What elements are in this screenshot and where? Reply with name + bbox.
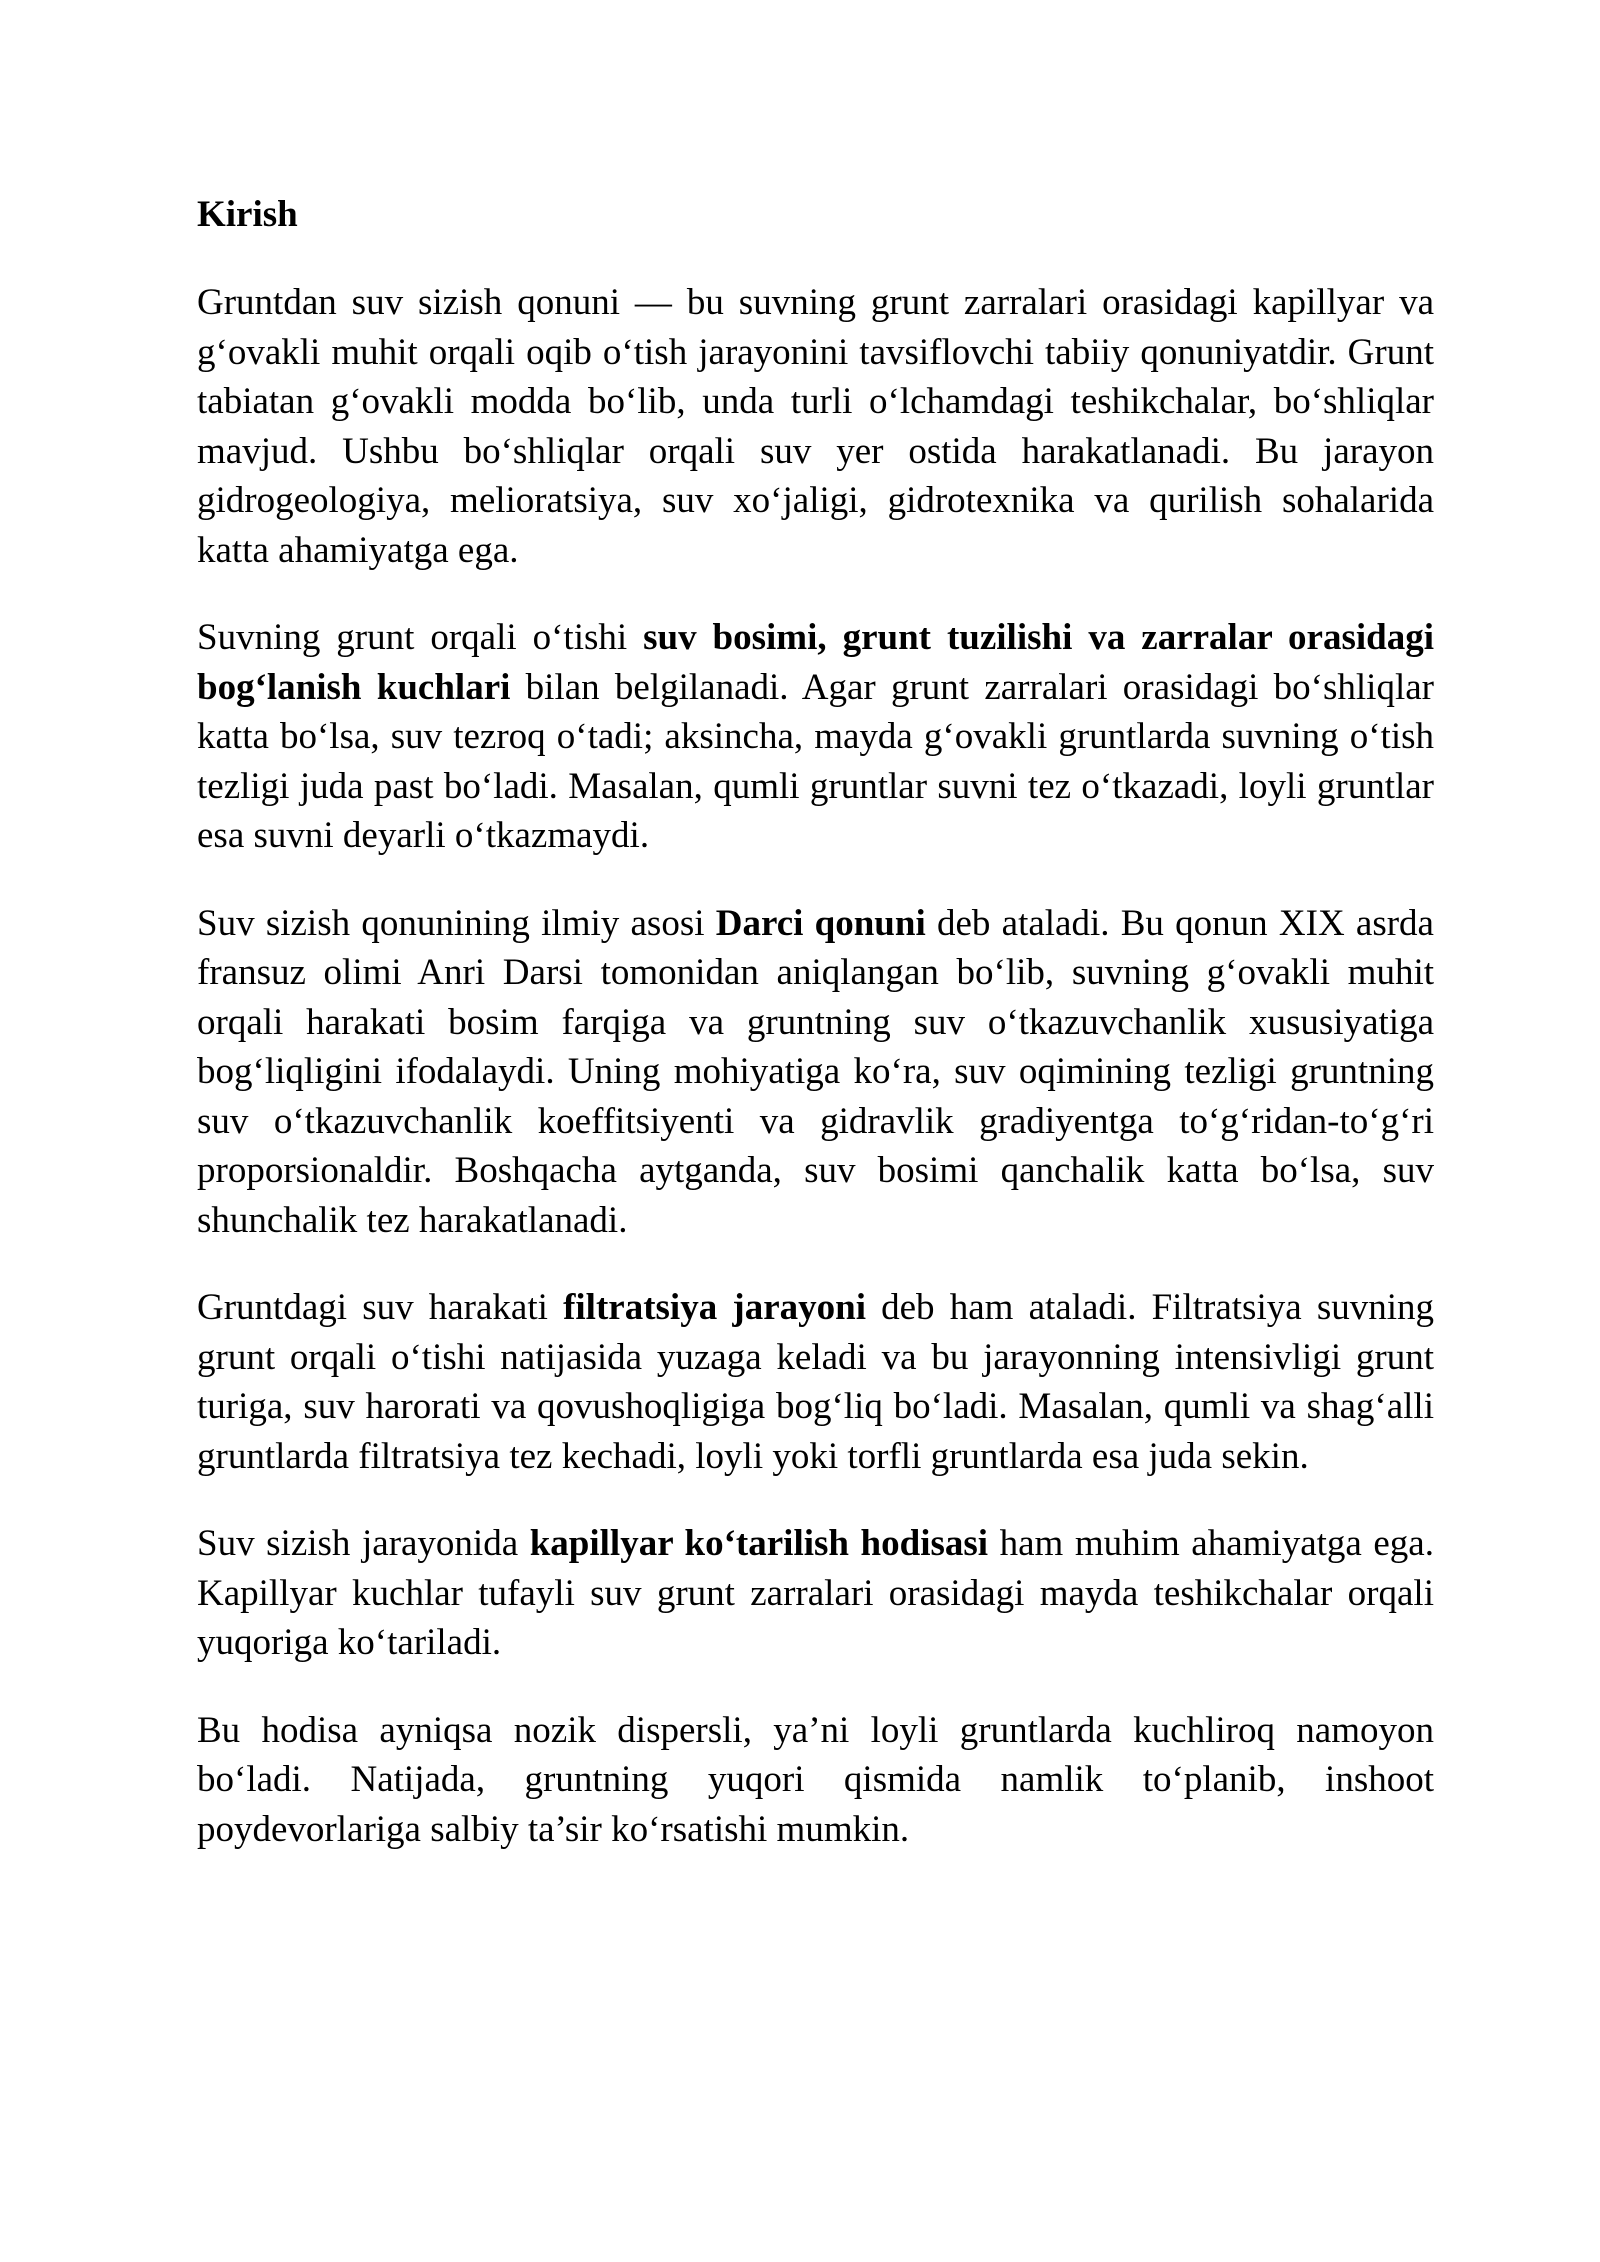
paragraph-text: Suv sizish qonunining ilmiy asosi [197,902,716,944]
section-heading: Kirish [197,194,298,235]
paragraph-water-flow [197,613,1434,861]
paragraph-text: bilan belgilanadi. Agar grunt zarralari orasidagi bo‘shliqlar katta bo‘lsa, suv tezroq o‘tadi; aksincha, mayda g‘ovakli gruntlarda suvning o‘tish tezligi juda past bo‘ladi. Masalan, qumli gruntlar suvni tez o‘tkazadi, loyli gruntlar esa suvni deyarli o‘tkazmaydi. [197,666,1434,856]
paragraph-text: Gruntdagi suv harakati [197,1287,564,1328]
bold-term: Darci qonuni [715,902,926,944]
document-page [197,190,1434,1892]
paragraph-text: Bu hodisa ayniqsa nozik dispersli, ya’ni loyli gruntlarda kuchliroq namoyon bo‘ladi. Natijada, gruntning yuqori qismida namlik to‘planib, inshoot poydevorlariga salbiy ta’sir ko‘rsatishi mumkin. [197,1709,1434,1850]
bold-term: filtratsiya jarayoni [563,1287,866,1328]
paragraph-filtration [197,1283,1434,1481]
bold-term: kapillyar ko‘tarilish hodisasi [529,1523,989,1564]
paragraph-text: Gruntdan suv sizish qonuni — bu suvning grunt zarralari orasidagi kapillyar va g‘ovakli muhit orqali oqib o‘tish jarayonini tavsiflovchi tabiiy qonuniyatdir. Grunt tabiatan g‘ovakli modda bo‘lib, unda turli o‘lchamdagi teshikchalar, bo‘shliqlar mavjud. Ushbu bo‘shliqlar orqali suv yer ostida harakatlanadi. Bu jarayon gidrogeologiya, melioratsiya, suv xo‘jaligi, gidrotexnika va qurilish sohalarida katta ahamiyatga ega. [197,282,1434,571]
paragraph-text: ham muhim ahamiyatga ega. Kapillyar kuchlar tufayli suv grunt zarralari orasidagi mayda teshikchalar orqali yuqoriga ko‘tariladi. [197,1523,1434,1663]
paragraph-clay-soils [197,1706,1434,1855]
paragraph-text: Suv sizish jarayonida [197,1523,530,1564]
paragraph-text: deb ham ataladi. Filtratsiya suvning grunt orqali o‘tishi natijasida yuzaga keladi va bu jarayonning intensivligi grunt turiga, suv harorati va qovushoqligiga bog‘liq bo‘ladi. Masalan, qumli va shag‘alli gruntlarda filtratsiya tez kechadi, loyli yoki torfli gruntlarda esa juda sekin. [197,1287,1434,1477]
paragraph-intro [197,278,1434,575]
paragraph-darcy-law [197,899,1434,1246]
paragraph-text: deb ataladi. Bu qonun XIX asrda fransuz olimi Anri Darsi tomonidan aniqlangan bo‘lib, suvning g‘ovakli muhit orqali harakati bosim farqiga va gruntning suv o‘tkazuvchanlik xususiyatiga bog‘liqligini ifodalaydi. Uning mohiyatiga ko‘ra, suv oqimining tezligi gruntning suv o‘tkazuvchanlik koeffitsiyenti va gidravlik gradiyentga to‘g‘ridan-to‘g‘ri proporsionaldir. Boshqacha aytganda, suv bosimi qanchalik katta bo‘lsa, suv shunchalik tez harakatlanadi. [197,902,1434,1241]
bold-term: suv bosimi, grunt tuzilishi va zarralar orasidagi bog‘lanish kuchlari [197,617,1434,708]
paragraph-capillary [197,1519,1434,1668]
paragraph-text: Suvning grunt orqali o‘tishi [197,617,644,658]
